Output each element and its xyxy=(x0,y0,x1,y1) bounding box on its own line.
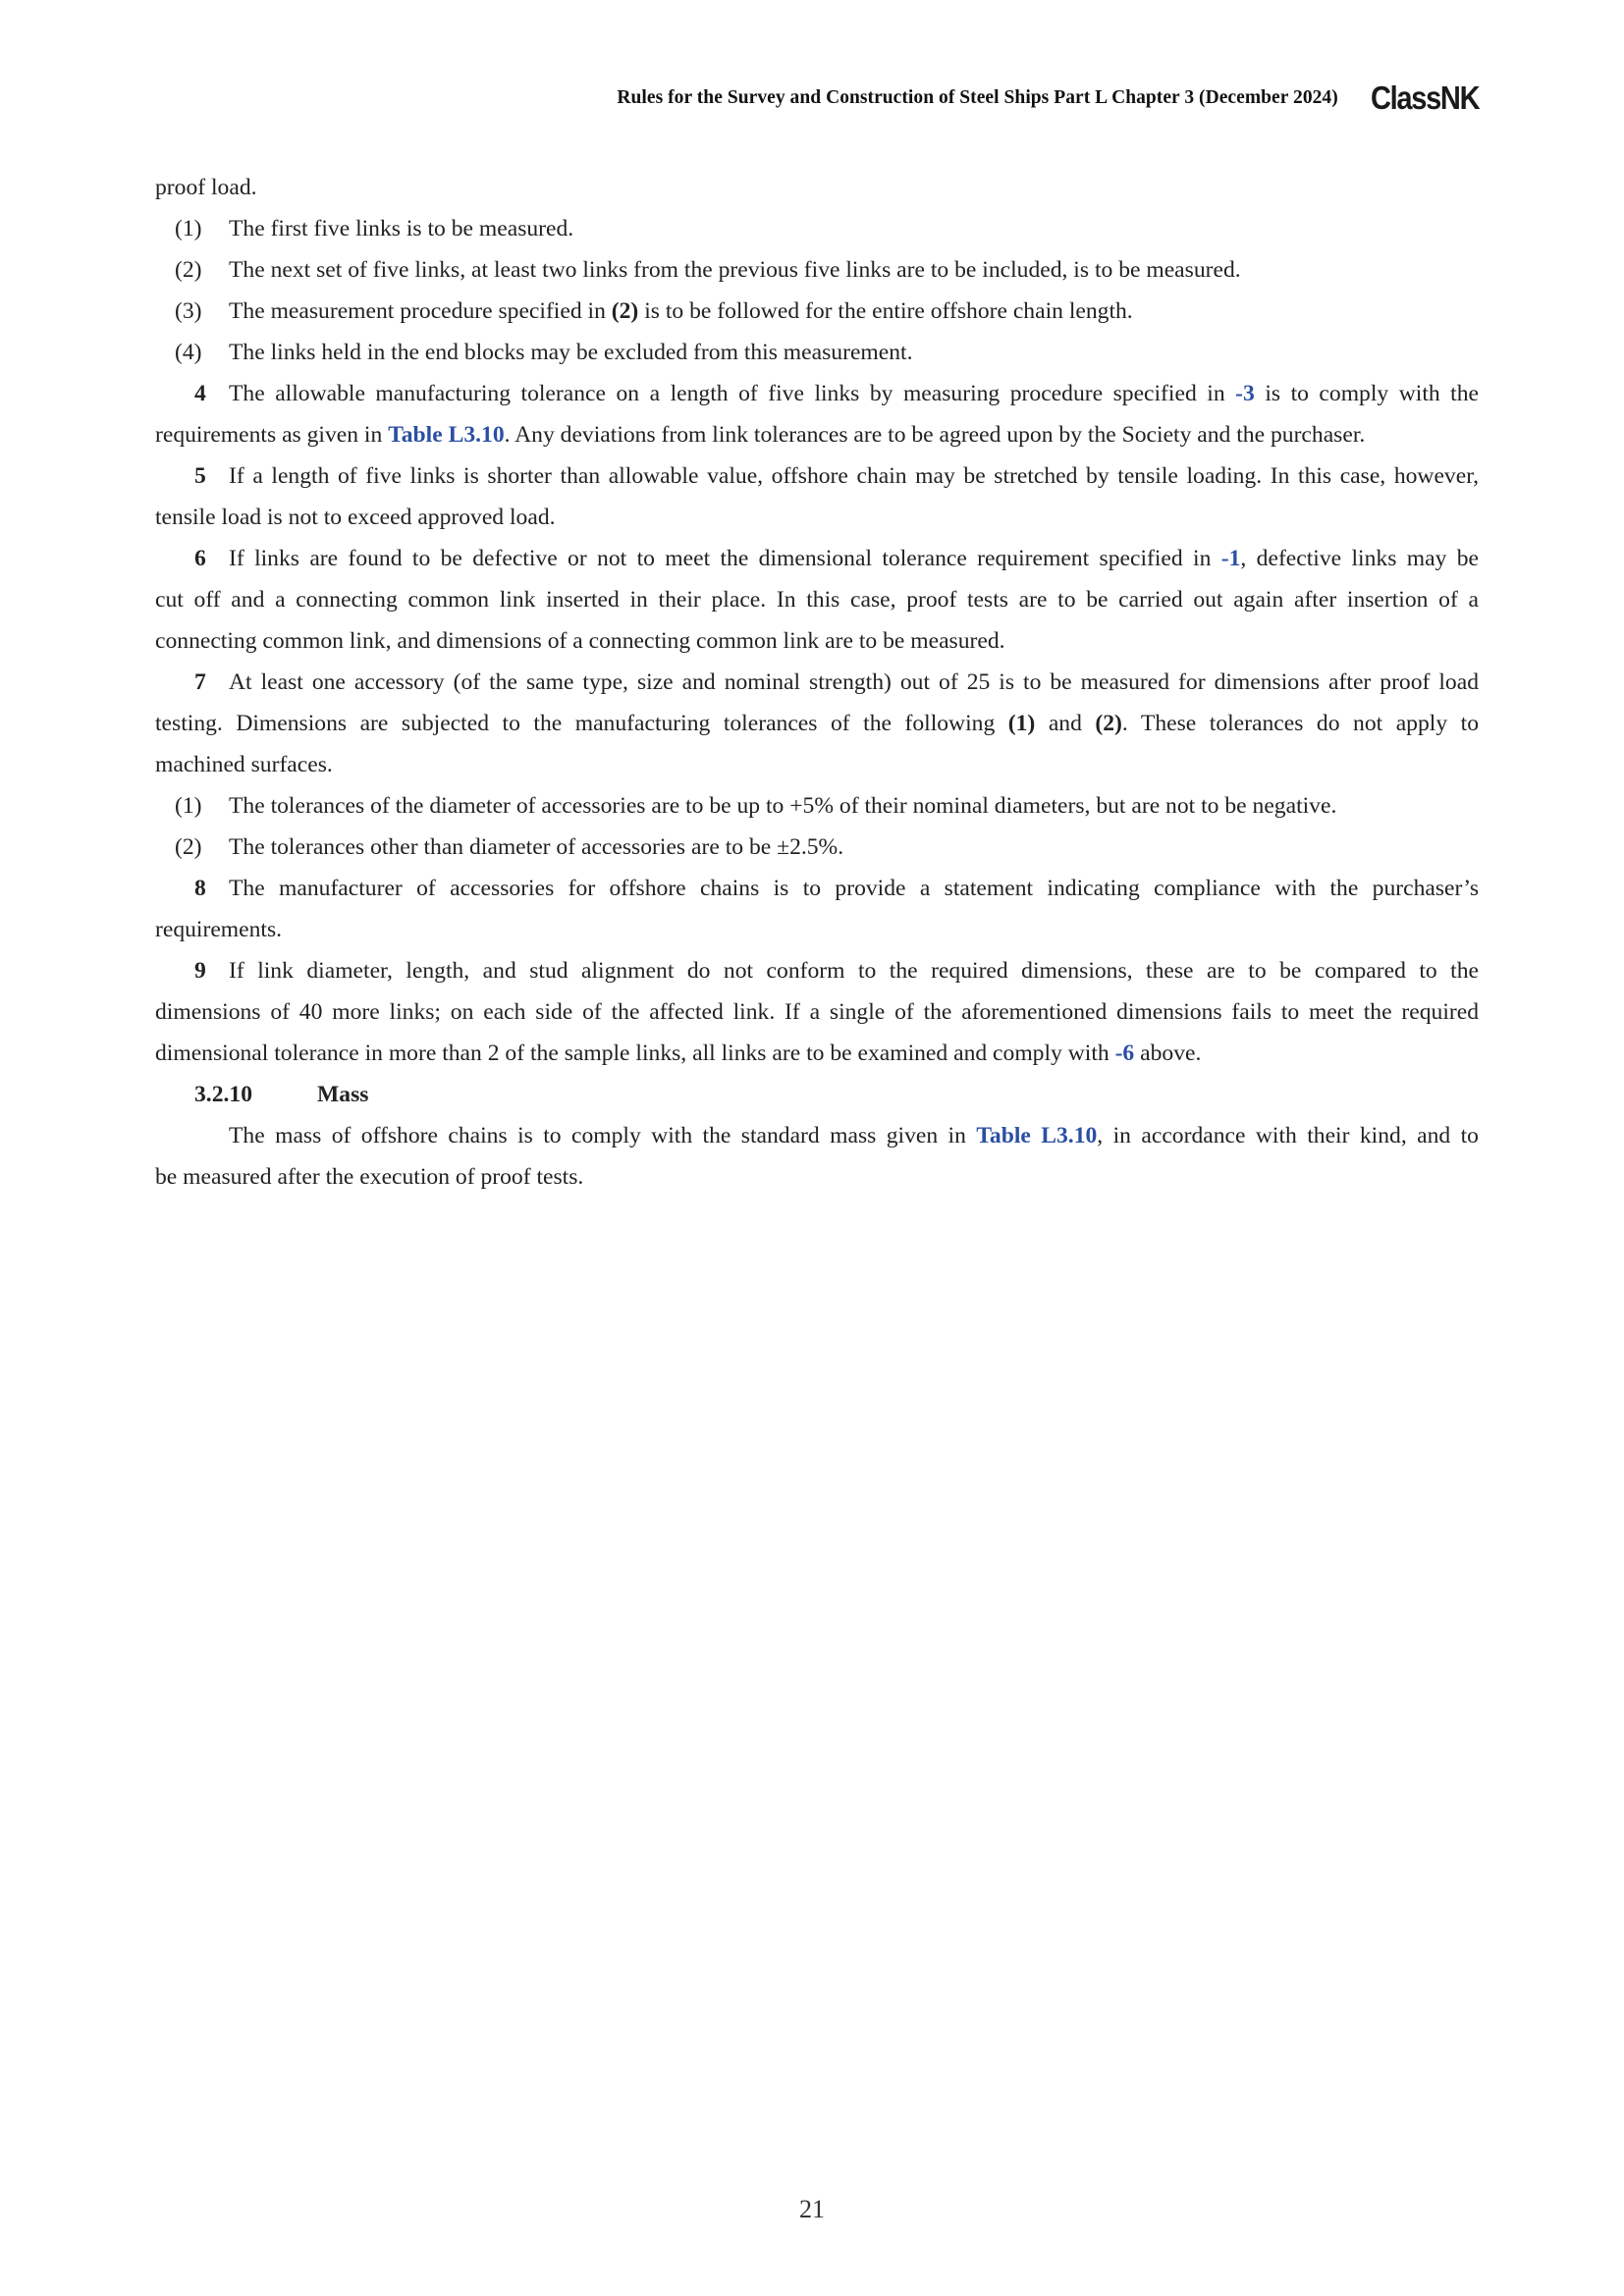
list-item xyxy=(155,208,1479,249)
list-text: The tolerances of the diameter of accessories are to be up to +5% of their nominal diameters, but are not to be negative. xyxy=(229,793,1337,819)
cross-reference-link[interactable]: -3 xyxy=(1235,381,1255,406)
section-heading xyxy=(155,1074,1479,1115)
document-body xyxy=(155,167,1479,1198)
paragraph-line xyxy=(155,455,1479,497)
table-reference-link[interactable]: Table L3.10 xyxy=(976,1123,1098,1148)
cross-reference-link[interactable]: -6 xyxy=(1114,1041,1135,1066)
list-item xyxy=(155,827,1479,868)
paragraph-line: tensile load is not to exceed approved load. xyxy=(155,505,556,530)
section-title: Mass xyxy=(317,1082,369,1107)
paragraph-text: above. xyxy=(1134,1041,1202,1066)
list-number: (4) xyxy=(175,340,202,365)
paragraph-number: 4 xyxy=(194,381,206,406)
paragraph-text: and xyxy=(1035,711,1096,736)
list-text: The next set of five links, at least two links from the previous five links are to be included, is to be measured. xyxy=(229,257,1241,283)
list-item xyxy=(155,249,1479,291)
paragraph-text: The allowable manufacturing tolerance on a length of five links by measuring procedure specified in xyxy=(229,381,1236,406)
paragraph-number: 5 xyxy=(194,463,206,489)
section-number: 3.2.10 xyxy=(194,1082,252,1107)
paragraph-number: 8 xyxy=(194,876,206,901)
paragraph-text: requirements as given in xyxy=(155,422,389,448)
header-title: Rules for the Survey and Construction of Steel Ships Part L Chapter 3 (December 2024) xyxy=(617,87,1338,108)
paragraph-line xyxy=(155,1115,1479,1156)
paragraph-line xyxy=(155,414,1479,455)
item-reference: (2) xyxy=(611,298,639,324)
item-reference: (2) xyxy=(1095,711,1122,736)
paragraph-line xyxy=(155,950,1479,991)
paragraph-line: requirements. xyxy=(155,917,283,942)
paragraph-text: . These tolerances do not apply to xyxy=(1121,711,1479,736)
paragraph-text: is to comply with the xyxy=(1254,381,1480,406)
paragraph-text: The mass of offshore chains is to comply with the standard mass given in xyxy=(229,1123,977,1148)
paragraph-text: dimensional tolerance in more than 2 of the sample links, all links are to be examined and comply with xyxy=(155,1041,1115,1066)
paragraph-text: If link diameter, length, and stud alignment do not conform to the required dimensions, these are to be compared to the xyxy=(229,958,1479,984)
page-number: 21 xyxy=(799,2195,825,2223)
table-reference-link[interactable]: Table L3.10 xyxy=(388,422,505,448)
paragraph-text: testing. Dimensions are subjected to the manufacturing tolerances of the following xyxy=(155,711,1008,736)
paragraph-line xyxy=(155,373,1479,414)
paragraph-line: dimensions of 40 more links; on each side of the affected link. If a single of the aforementioned dimensions fails to meet the required xyxy=(155,999,1479,1025)
list-item xyxy=(155,785,1479,827)
paragraph-line xyxy=(155,703,1479,744)
paragraph-line: connecting common link, and dimensions of a connecting common link are to be measured. xyxy=(155,628,1005,654)
paragraph-line xyxy=(155,1033,1479,1074)
paragraph-text: If links are found to be defective or not to meet the dimensional tolerance requirement specified in xyxy=(229,546,1221,571)
list-number: (3) xyxy=(175,298,202,324)
paragraph-number: 9 xyxy=(194,958,206,984)
list-number: (2) xyxy=(175,257,202,283)
paragraph-text: , in accordance with their kind, and to xyxy=(1097,1123,1479,1148)
item-reference: (1) xyxy=(1007,711,1036,736)
list-text: is to be followed for the entire offshore chain length. xyxy=(638,298,1133,324)
list-item xyxy=(155,291,1479,332)
text-line: proof load. xyxy=(155,175,257,200)
cross-reference-link[interactable]: -1 xyxy=(1220,546,1241,571)
list-text: The tolerances other than diameter of accessories are to be ±2.5%. xyxy=(229,834,844,860)
paragraph-number: 7 xyxy=(194,669,206,695)
paragraph-text: If a length of five links is shorter than allowable value, offshore chain may be stretched by tensile loading. In this case, however, xyxy=(229,463,1479,489)
classnk-logo: ClassNK xyxy=(1370,80,1479,116)
paragraph-line xyxy=(155,538,1479,579)
page-header xyxy=(617,79,1479,118)
list-text: The first five links is to be measured. xyxy=(229,216,574,241)
paragraph-text: , defective links may be xyxy=(1240,546,1479,571)
list-number: (1) xyxy=(175,793,202,819)
list-item xyxy=(155,332,1479,373)
list-number: (1) xyxy=(175,216,202,241)
list-number: (2) xyxy=(175,834,202,860)
paragraph-line: be measured after the execution of proof tests. xyxy=(155,1164,584,1190)
paragraph-line xyxy=(155,662,1479,703)
paragraph-line xyxy=(155,868,1479,909)
paragraph-text: . Any deviations from link tolerances are to be agreed upon by the Society and the purchaser. xyxy=(504,422,1366,448)
list-text: The links held in the end blocks may be excluded from this measurement. xyxy=(229,340,913,365)
paragraph-line: cut off and a connecting common link inserted in their place. In this case, proof tests are to be carried out again after insertion of a xyxy=(155,587,1479,613)
list-text: The measurement procedure specified in xyxy=(229,298,612,324)
paragraph-text: The manufacturer of accessories for offshore chains is to provide a statement indicating compliance with the purchaser’s xyxy=(229,876,1479,901)
paragraph-line: machined surfaces. xyxy=(155,752,333,777)
paragraph-text: At least one accessory (of the same type, size and nominal strength) out of 25 is to be measured for dimensions after proof load xyxy=(229,669,1479,695)
paragraph-number: 6 xyxy=(194,546,206,571)
